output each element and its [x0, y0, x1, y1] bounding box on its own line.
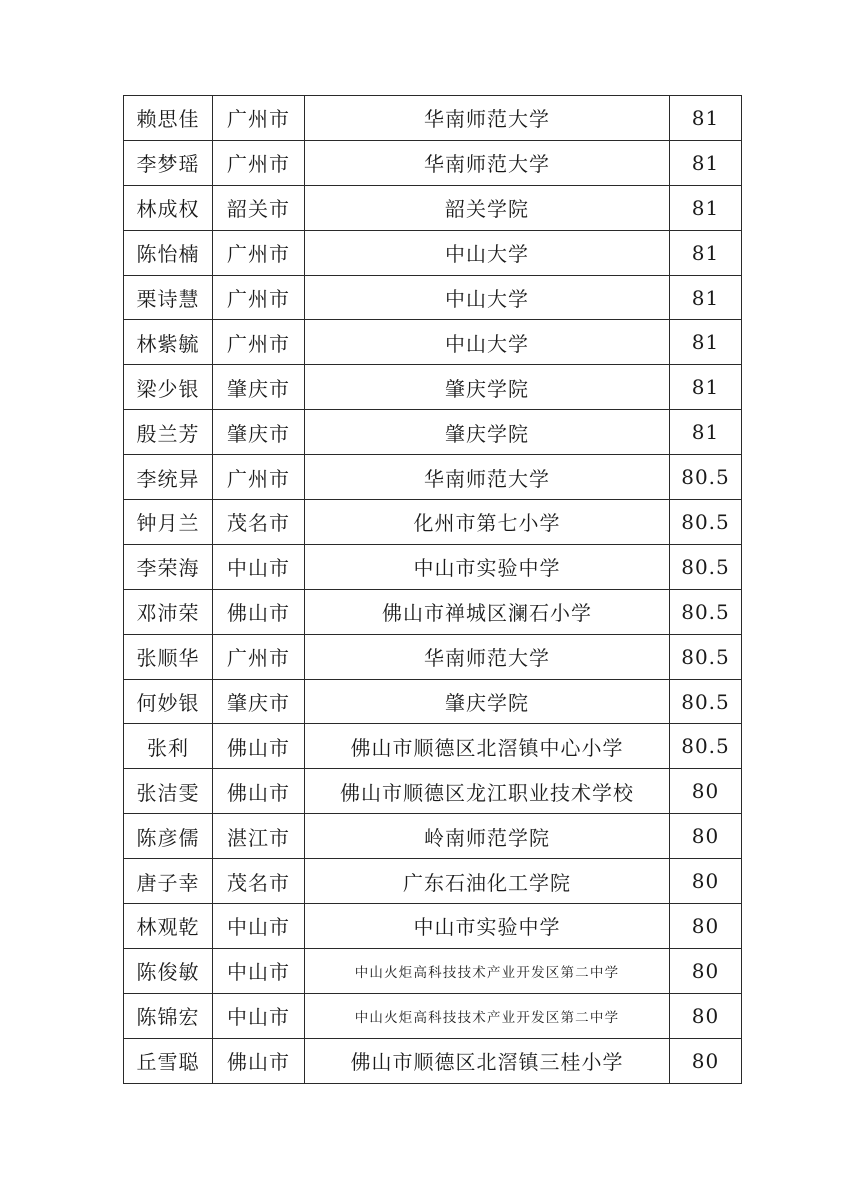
score-cell: 80.5: [670, 544, 742, 589]
table-row: [124, 1038, 742, 1083]
table-row: [124, 500, 742, 545]
score-cell: 81: [670, 96, 742, 141]
score-cell: 80: [670, 769, 742, 814]
score-cell: 80.5: [670, 724, 742, 769]
name-cell: 邓沛荣: [124, 589, 213, 634]
unit-cell: 中山大学: [305, 275, 670, 320]
city-cell: 佛山市: [213, 1038, 305, 1083]
table-row: [124, 859, 742, 904]
city-cell: 佛山市: [213, 769, 305, 814]
unit-cell: 华南师范大学: [305, 140, 670, 185]
city-cell: 广州市: [213, 320, 305, 365]
city-cell: 中山市: [213, 904, 305, 949]
city-cell: 肇庆市: [213, 679, 305, 724]
city-cell: 肇庆市: [213, 410, 305, 455]
city-cell: 湛江市: [213, 814, 305, 859]
score-cell: 80: [670, 1038, 742, 1083]
unit-cell: 化州市第七小学: [305, 500, 670, 545]
table-row: [124, 904, 742, 949]
unit-cell: 中山火炬高科技技术产业开发区第二中学: [305, 948, 670, 993]
table-row: [124, 275, 742, 320]
unit-cell: 韶关学院: [305, 185, 670, 230]
city-cell: 广州市: [213, 230, 305, 275]
name-cell: 林成权: [124, 185, 213, 230]
score-cell: 81: [670, 275, 742, 320]
name-cell: 林紫毓: [124, 320, 213, 365]
city-cell: 广州市: [213, 455, 305, 500]
table-row: [124, 589, 742, 634]
score-cell: 80.5: [670, 589, 742, 634]
unit-cell: 中山大学: [305, 320, 670, 365]
score-cell: 80.5: [670, 634, 742, 679]
table-row: [124, 365, 742, 410]
unit-cell: 中山市实验中学: [305, 544, 670, 589]
unit-cell: 佛山市顺德区北滘镇中心小学: [305, 724, 670, 769]
city-cell: 茂名市: [213, 500, 305, 545]
score-cell: 80: [670, 859, 742, 904]
city-cell: 广州市: [213, 275, 305, 320]
table-row: [124, 948, 742, 993]
results-table: [123, 95, 742, 1084]
table-row: [124, 724, 742, 769]
city-cell: 韶关市: [213, 185, 305, 230]
name-cell: 张利: [124, 724, 213, 769]
unit-cell: 佛山市禅城区澜石小学: [305, 589, 670, 634]
table-row: [124, 96, 742, 141]
score-cell: 80: [670, 993, 742, 1038]
unit-cell: 肇庆学院: [305, 679, 670, 724]
table-row: [124, 185, 742, 230]
score-cell: 81: [670, 140, 742, 185]
name-cell: 陈锦宏: [124, 993, 213, 1038]
table-row: [124, 410, 742, 455]
name-cell: 殷兰芳: [124, 410, 213, 455]
name-cell: 李荣海: [124, 544, 213, 589]
city-cell: 肇庆市: [213, 365, 305, 410]
table-row: [124, 814, 742, 859]
score-cell: 81: [670, 185, 742, 230]
unit-cell: 华南师范大学: [305, 634, 670, 679]
name-cell: 林观乾: [124, 904, 213, 949]
unit-cell: 肇庆学院: [305, 410, 670, 455]
score-cell: 80.5: [670, 679, 742, 724]
name-cell: 丘雪聪: [124, 1038, 213, 1083]
score-cell: 80.5: [670, 500, 742, 545]
name-cell: 栗诗慧: [124, 275, 213, 320]
city-cell: 中山市: [213, 948, 305, 993]
unit-cell: 华南师范大学: [305, 455, 670, 500]
city-cell: 中山市: [213, 544, 305, 589]
table-row: [124, 140, 742, 185]
results-table-body: [124, 96, 742, 1084]
unit-cell: 肇庆学院: [305, 365, 670, 410]
score-cell: 80: [670, 904, 742, 949]
city-cell: 广州市: [213, 140, 305, 185]
table-row: [124, 544, 742, 589]
score-cell: 81: [670, 230, 742, 275]
score-cell: 81: [670, 320, 742, 365]
table-row: [124, 320, 742, 365]
table-row: [124, 230, 742, 275]
score-cell: 81: [670, 365, 742, 410]
score-cell: 80: [670, 948, 742, 993]
name-cell: 赖思佳: [124, 96, 213, 141]
unit-cell: 佛山市顺德区北滘镇三桂小学: [305, 1038, 670, 1083]
table-row: [124, 679, 742, 724]
table-row: [124, 634, 742, 679]
score-cell: 80.5: [670, 455, 742, 500]
city-cell: 佛山市: [213, 589, 305, 634]
name-cell: 唐子幸: [124, 859, 213, 904]
table-row: [124, 769, 742, 814]
unit-cell: 佛山市顺德区龙江职业技术学校: [305, 769, 670, 814]
city-cell: 广州市: [213, 634, 305, 679]
city-cell: 中山市: [213, 993, 305, 1038]
name-cell: 陈怡楠: [124, 230, 213, 275]
score-cell: 81: [670, 410, 742, 455]
city-cell: 广州市: [213, 96, 305, 141]
unit-cell: 中山火炬高科技技术产业开发区第二中学: [305, 993, 670, 1038]
table-row: [124, 455, 742, 500]
score-cell: 80: [670, 814, 742, 859]
city-cell: 佛山市: [213, 724, 305, 769]
unit-cell: 岭南师范学院: [305, 814, 670, 859]
name-cell: 李梦瑶: [124, 140, 213, 185]
unit-cell: 广东石油化工学院: [305, 859, 670, 904]
name-cell: 陈俊敏: [124, 948, 213, 993]
name-cell: 何妙银: [124, 679, 213, 724]
city-cell: 茂名市: [213, 859, 305, 904]
unit-cell: 华南师范大学: [305, 96, 670, 141]
name-cell: 梁少银: [124, 365, 213, 410]
unit-cell: 中山市实验中学: [305, 904, 670, 949]
name-cell: 陈彦儒: [124, 814, 213, 859]
name-cell: 张顺华: [124, 634, 213, 679]
name-cell: 钟月兰: [124, 500, 213, 545]
name-cell: 李统异: [124, 455, 213, 500]
name-cell: 张洁雯: [124, 769, 213, 814]
table-row: [124, 993, 742, 1038]
unit-cell: 中山大学: [305, 230, 670, 275]
